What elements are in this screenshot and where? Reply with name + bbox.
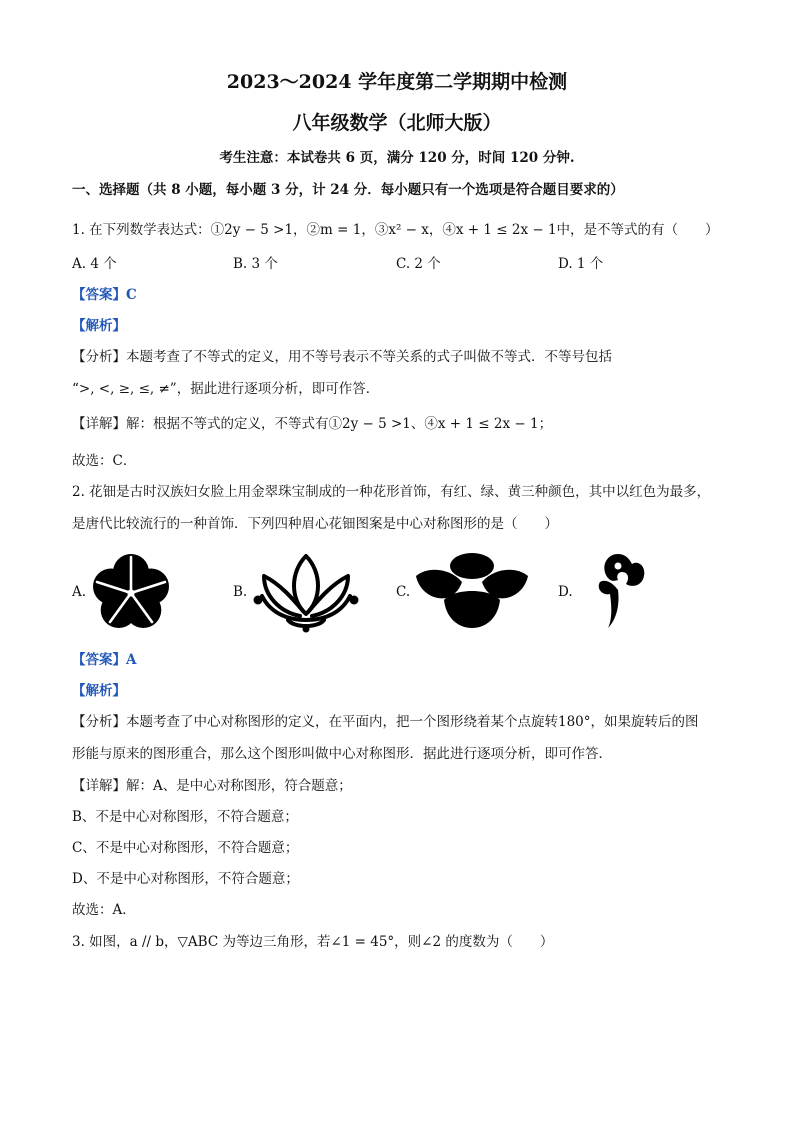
q2-detail4: D、不是中心对称图形，不符合题意； bbox=[72, 871, 299, 887]
q2-detail3: C、不是中心对称图形，不符合题意； bbox=[72, 840, 299, 856]
q2-analysis-line1: 【分析】本题考查了中心对称图形的定义，在平面内，把一个图形绕着某个点旋转180°，如果旋转后的图 bbox=[72, 714, 699, 730]
q1-option-a: A. 4 个 bbox=[72, 256, 117, 272]
q1-option-b: B. 3 个 bbox=[233, 256, 278, 272]
exam-title: 2023～2024 学年度第二学期期中检测 bbox=[226, 71, 568, 93]
q1-analysis-tag: 【解析】 bbox=[72, 318, 126, 334]
q2-detail2: B、不是中心对称图形，不符合题意； bbox=[72, 809, 298, 825]
q2-fig-label-a: A. bbox=[72, 584, 87, 600]
q2-detail1: 【详解】解：A、是中心对称图形，符合题意； bbox=[72, 778, 352, 794]
exam-subtitle: 八年级数学（北师大版） bbox=[292, 112, 502, 134]
q2-fig-label-b: B. bbox=[233, 584, 248, 600]
flower-figure-a bbox=[90, 552, 172, 634]
cloud-figure-c bbox=[414, 552, 530, 630]
scroll-cloud-figure-d bbox=[592, 548, 646, 632]
q2-stem-line1: 2. 花钿是古时汉族妇女脸上用金翠珠宝制成的一种花形首饰，有红、绿、黄三种颜色，其中以红色为最多， bbox=[72, 484, 711, 500]
exam-notice: 考生注意：本试卷共 6 页，满分 120 分，时间 120 分钟. bbox=[219, 150, 575, 166]
q2-fig-label-c: C. bbox=[396, 584, 411, 600]
q1-answer: 【答案】C bbox=[72, 287, 137, 303]
q1-stem: 1. 在下列数学表达式：①2y − 5 >1，②m = 1，③x² − x，④x + 1 ≤ 2x − 1中，是不等式的有（ ） bbox=[72, 222, 719, 238]
q1-analysis-line1: 【分析】本题考查了不等式的定义，用不等号表示不等关系的式子叫做不等式．不等号包括 bbox=[72, 349, 612, 365]
q2-answer: 【答案】A bbox=[72, 652, 137, 668]
q2-fig-label-d: D. bbox=[558, 584, 573, 600]
section-heading: 一、选择题（共 8 小题，每小题 3 分，计 24 分．每小题只有一个选项是符合题目要求的） bbox=[72, 182, 624, 198]
q1-analysis-line2: “>, <, ≥, ≤, ≠”，据此进行逐项分析，即可作答． bbox=[72, 381, 380, 397]
lotus-figure-b bbox=[250, 550, 362, 634]
q1-detail: 【详解】解：根据不等式的定义，不等式有①2y − 5 >1、④x + 1 ≤ 2x − 1； bbox=[72, 416, 553, 432]
q2-stem-line2: 是唐代比较流行的一种首饰．下列四种眉心花钿图案是中心对称图形的是（ ） bbox=[72, 516, 558, 532]
q2-analysis-tag: 【解析】 bbox=[72, 683, 126, 699]
q1-option-d: D. 1 个 bbox=[558, 256, 604, 272]
q2-analysis-line2: 形能与原来的图形重合，那么这个图形叫做中心对称图形．据此进行逐项分析，即可作答． bbox=[72, 746, 612, 762]
q1-option-c: C. 2 个 bbox=[396, 256, 441, 272]
q3-stem: 3. 如图，a // b，▽ABC 为等边三角形，若∠1 = 45°，则∠2 的度数为（ ） bbox=[72, 934, 554, 950]
q2-conclusion: 故选：A． bbox=[72, 902, 136, 918]
q1-conclusion: 故选：C． bbox=[72, 453, 137, 469]
